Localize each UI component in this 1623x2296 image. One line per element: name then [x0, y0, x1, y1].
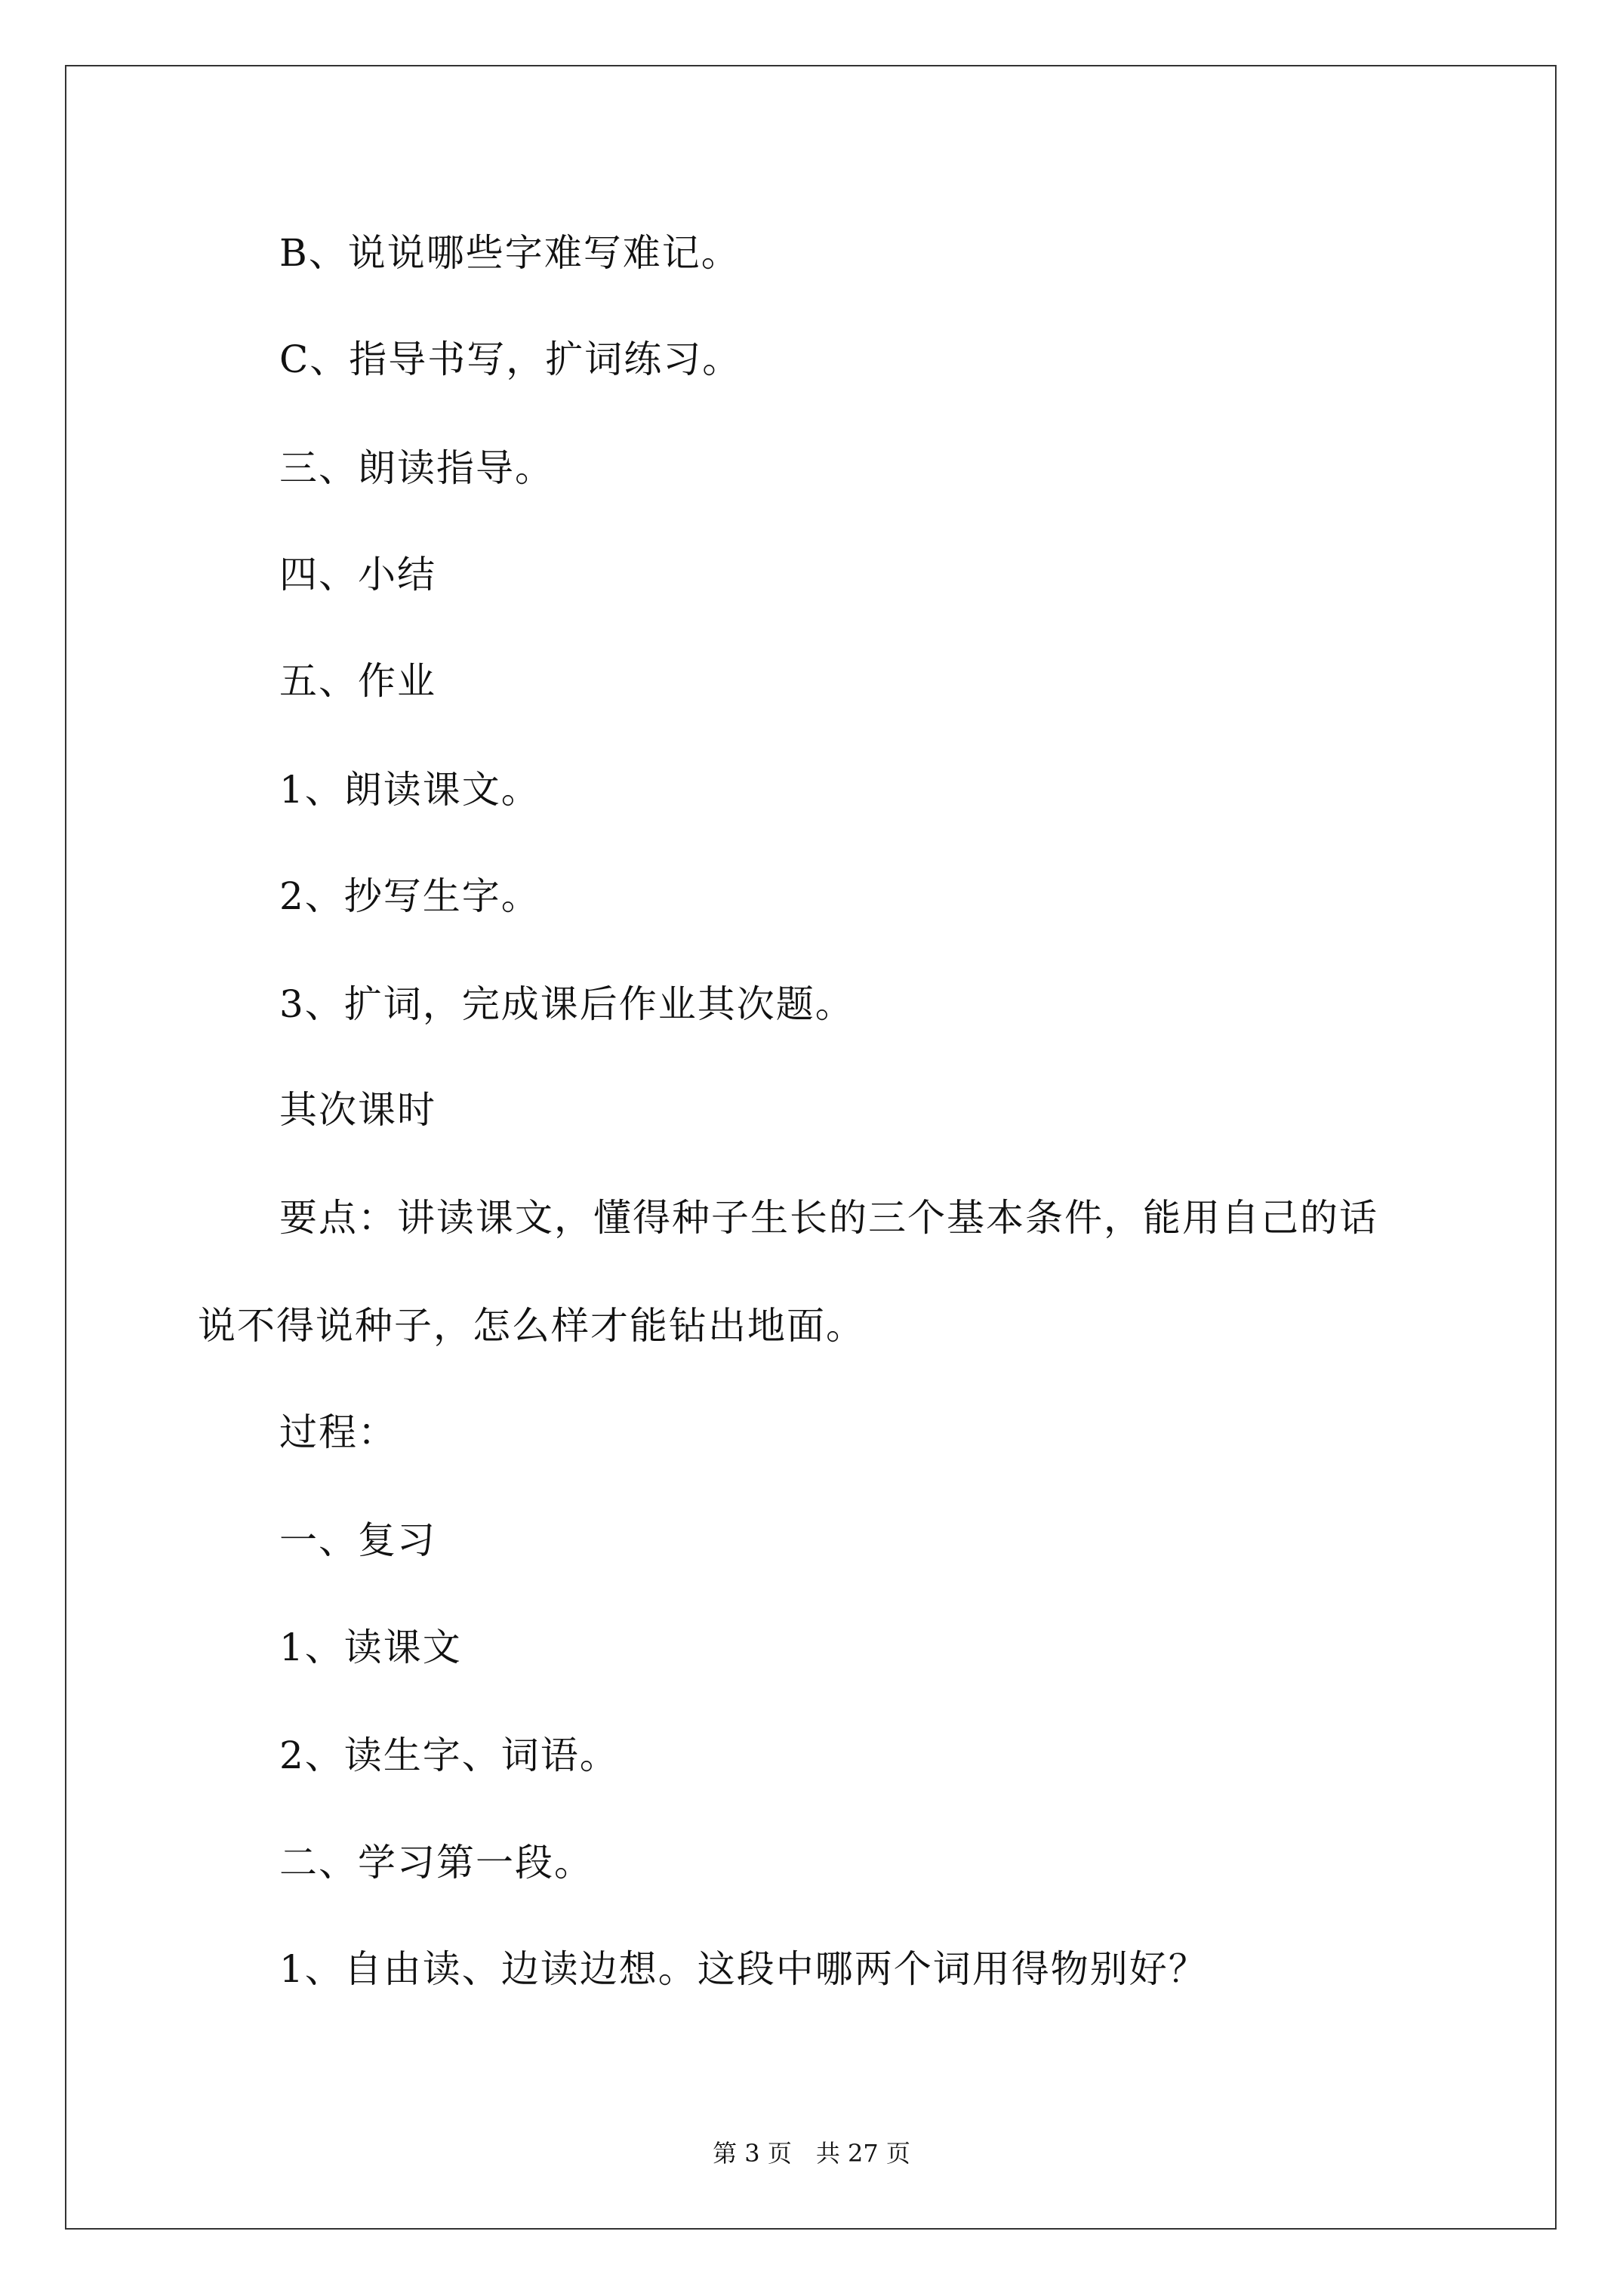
text-line: C、指导书写，扩词练习。 — [279, 337, 742, 381]
text-line: 一、复习 — [279, 1518, 436, 1562]
text-line: 2、抄写生字。 — [279, 874, 540, 918]
page-border — [65, 65, 1557, 2230]
text-line: 2、读生字、词语。 — [279, 1734, 619, 1777]
text-line: 1、读课文 — [279, 1626, 462, 1669]
text-line: 1、朗读课文。 — [279, 768, 540, 812]
text-line: 五、作业 — [279, 659, 436, 703]
text-line: B、说说哪些字难写难记。 — [279, 231, 741, 275]
page-number: 第 3 页 共 27 页 — [713, 2139, 910, 2168]
text-line: 三、朗读指导。 — [279, 446, 554, 490]
section-heading: 其次课时 — [279, 1088, 436, 1132]
text-line: 1、自由读、边读边想。这段中哪两个词用得物别好？ — [279, 1947, 1208, 1991]
text-line: 四、小结 — [279, 553, 436, 596]
text-line: 说不得说种子，怎么样才能钻出地面。 — [198, 1304, 865, 1348]
text-line: 要点：讲读课文，懂得种子生长的三个基本条件，能用自己的话 — [279, 1196, 1378, 1240]
text-line: 3、扩词，完成课后作业其次题。 — [279, 982, 855, 1026]
text-line: 过程： — [279, 1410, 397, 1454]
text-line: 二、学习第一段。 — [279, 1841, 593, 1885]
